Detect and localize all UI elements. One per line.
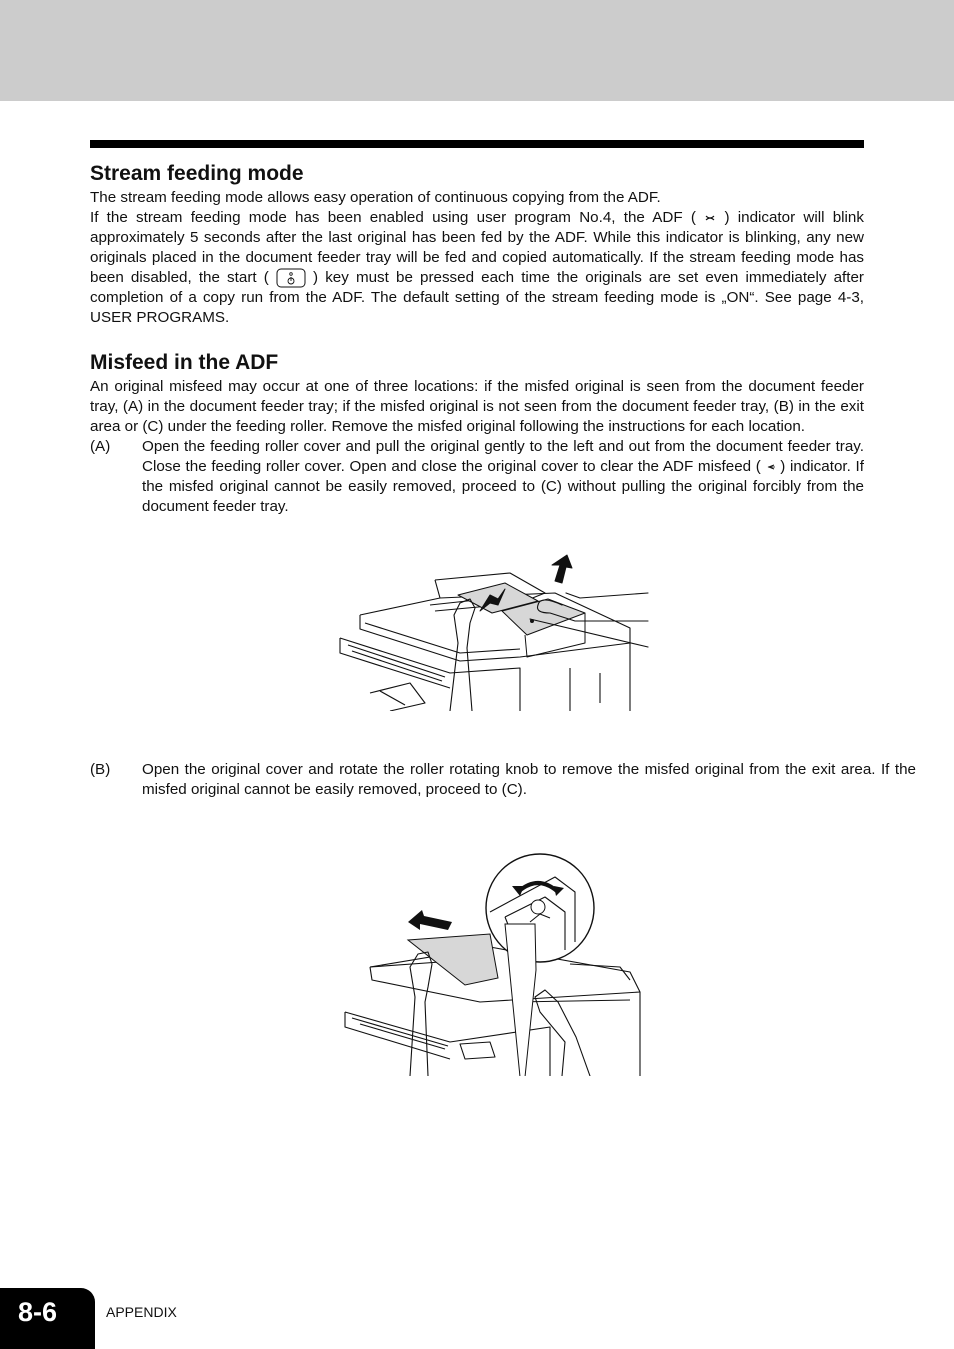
exit-area-misfeed-illustration — [340, 852, 650, 1076]
misfeed-adf-title: Misfeed in the ADF — [90, 351, 279, 375]
misfeed-indicator-icon — [766, 463, 776, 471]
section-rule — [90, 140, 864, 148]
section-label: APPENDIX — [106, 1304, 177, 1320]
misfeed-intro: An original misfeed may occur at one of three locations: if the misfed original is seen from the document feeder tray, (A) in the document feeder tray; if the misfed original is not seen from the document feeder tray, (B) in the exit area or (C) under the feeding roller. Remove the misfed original following the instructions for each location. — [90, 378, 864, 436]
start-key-icon — [276, 268, 306, 288]
stream-feeding-intro: The stream feeding mode allows easy operation of continuous copying from the ADF. — [90, 189, 661, 206]
step-b: (B) Open the original cover and rotate the roller rotating knob to remove the misfed original from the exit area. If the misfed original cannot be easily removed, proceed to (C). — [90, 761, 916, 798]
adf-indicator-icon — [704, 214, 716, 222]
step-a: (A) Open the feeding roller cover and pull the original gently to the left and out from the document feeder tray. Close the feeding roller cover. Open and close the original cover to clear the ADF misfeed ( ) indicator. If the misfed original cannot be easily removed, proceed to (C) without pulling the original forcibly from the document feeder tray. — [90, 438, 864, 516]
page-number-tab: 8-6 — [0, 1288, 95, 1349]
header-band — [0, 0, 954, 101]
step-b-label: (B) — [90, 761, 111, 778]
step-a-label: (A) — [90, 438, 111, 456]
adf-tray-misfeed-illustration — [330, 553, 650, 711]
main-content — [90, 160, 864, 517]
stream-feeding-body: If the stream feeding mode has been enabled using user program No.4, the ADF ( ) indicator will blink approximately 5 seconds after the last original has been fed by the ADF. While this indicator is blinking, any new originals placed in the document feeder tray will be fed and copied automatically. If the stream feeding mode has been disabled, the start ( ) key must be pressed each time the originals are set even immediately after completion of a copy run from the ADF. The default setting of the stream feeding mode is „ON“. See page 4-3, USER PROGRAMS. — [90, 209, 864, 327]
stream-feeding-title: Stream feeding mode — [90, 162, 304, 185]
